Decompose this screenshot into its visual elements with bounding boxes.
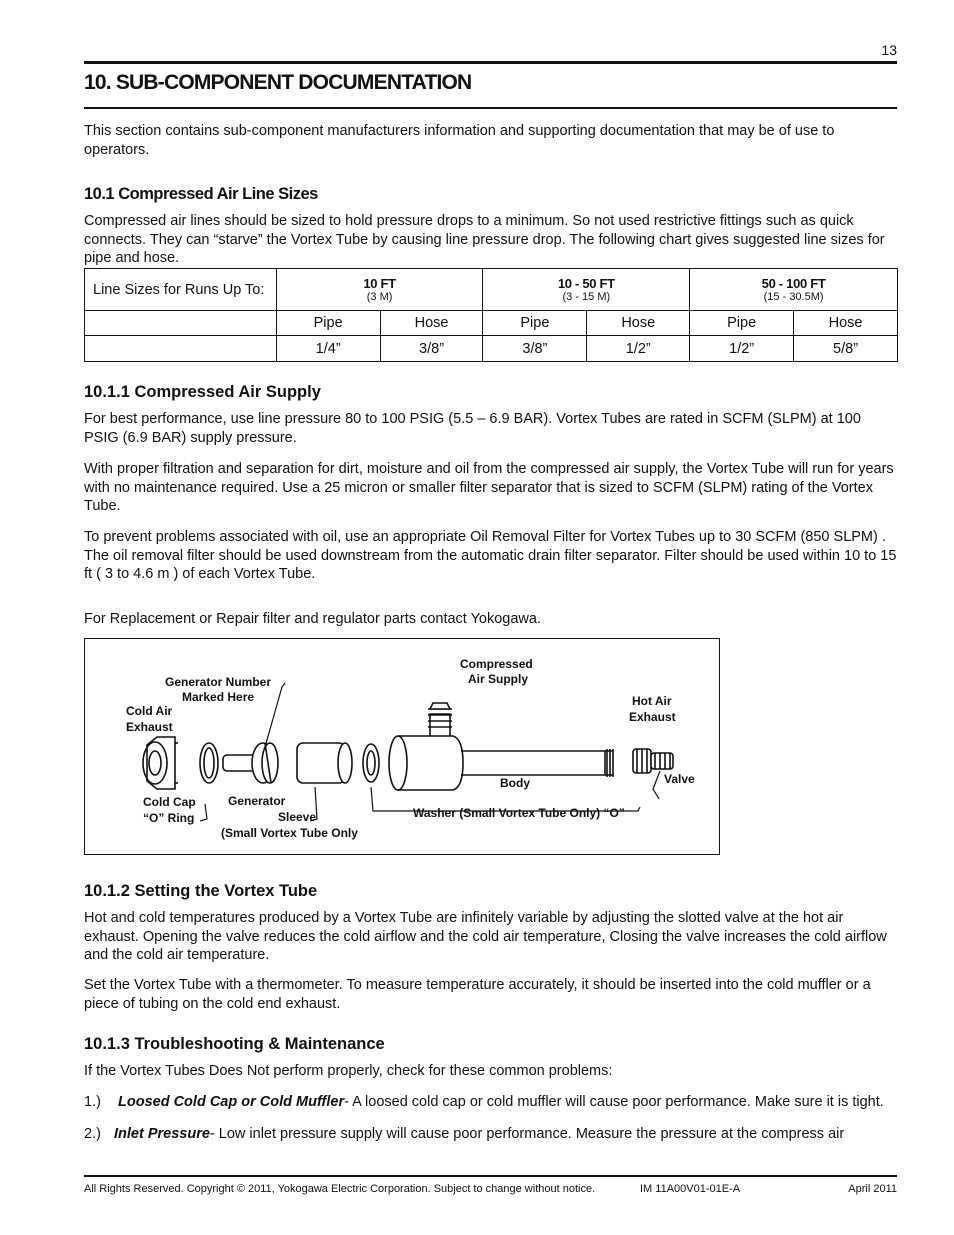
list-item	[84, 1126, 844, 1142]
table-cell: Hose	[587, 311, 690, 336]
paragraph-10-1-2-a: Hot and cold temperatures produced by a Vortex Tube are infinitely variable by adjusting the slotted valve at the hot air exhaust. Opening the valve reduces the cold airflow and the cold air temperature, Closing the valve increases the cold airflow and the cold air temperature.	[84, 910, 887, 963]
label-cold-cap-1: Cold Cap	[143, 795, 196, 809]
table-cell: Pipe	[483, 311, 587, 336]
list-item-text: - Low inlet pressure supply will cause poor performance. Measure the pressure at the compress air	[209, 1126, 845, 1142]
table-row-label: Line Sizes for Runs Up To:	[85, 269, 277, 311]
paragraph-10-1-2-b: Set the Vortex Tube with a thermometer. To measure temperature accurately, it should be inserted into the cold muffler or a piece of tubing on the cold end exhaust.	[84, 977, 871, 1012]
paragraph-10-1: Compressed air lines should be sized to hold pressure drops to a minimum. So not used restrictive fittings such as quick connects. They can “starve” the Vortex Tube by causing line pressure drop. The following chart gives suggested line sizes for pipe and hose.	[84, 213, 885, 266]
paragraph-10-1-1-d: For Replacement or Repair filter and regulator parts contact Yokogawa.	[84, 611, 541, 627]
label-small-tube: (Small Vortex Tube Only	[221, 826, 358, 840]
label-cold-air-1: Cold Air	[126, 704, 173, 718]
footer-date: April 2011	[848, 1183, 897, 1195]
list-item-text: - A loosed cold cap or cold muffler will cause poor performance. Make sure it is tight.	[344, 1094, 884, 1110]
table-cell: 1/2”	[690, 336, 794, 362]
table-cell: Hose	[380, 311, 483, 336]
table-cell: Pipe	[276, 311, 380, 336]
paragraph-10-1-1-b: With proper filtration and separation for dirt, moisture and oil from the compressed air supply, the Vortex Tube will run for years with no maintenance required. Use a 25 micron or smaller filter separator that is sized to SCFM (SLPM) rating of the Vortex Tube.	[84, 461, 894, 514]
table-cell: 3/8”	[483, 336, 587, 362]
label-generator-number-1: Generator Number	[165, 675, 272, 689]
paragraph-10-1-3-intro: If the Vortex Tubes Does Not perform properly, check for these common problems:	[84, 1063, 613, 1079]
label-compressed-1: Compressed	[460, 657, 533, 671]
table-row	[85, 269, 898, 311]
list-item-number: 2.)	[84, 1126, 101, 1142]
label-compressed-2: Air Supply	[468, 672, 529, 686]
label-generator-number-2: Marked Here	[182, 690, 255, 704]
range-header: 10 FT (3 M)	[276, 269, 483, 311]
label-hot-air-1: Hot Air	[632, 694, 672, 708]
heading-10-1-1: 10.1.1 Compressed Air Supply	[84, 383, 321, 401]
paragraph-10-1-1-c: To prevent problems associated with oil, use an appropriate Oil Removal Filter for Vortex Tubes up to 30 SCFM (850 SLPM) . The oil removal filter should be used downstream from the automatic drain filter separator. Filter should be used within 10 to 15 ft ( 3 to 4.6 m ) of each Vortex Tube.	[84, 529, 897, 582]
table-cell: Hose	[794, 311, 898, 336]
list-item-number: 1.)	[84, 1094, 101, 1110]
label-sleeve: Sleeve	[278, 810, 317, 824]
title-rule	[84, 107, 897, 109]
table-row	[85, 336, 898, 362]
list-item-term: Inlet Pressure	[114, 1126, 210, 1142]
page-number: 13	[881, 42, 897, 58]
label-hot-air-2: Exhaust	[629, 710, 676, 724]
table-cell: 5/8”	[794, 336, 898, 362]
heading-10-1-3: 10.1.3 Troubleshooting & Maintenance	[84, 1035, 385, 1053]
label-valve: Valve	[664, 772, 695, 786]
footer-rule	[84, 1175, 897, 1177]
footer-doc-id: IM 11A00V01-01E-A	[640, 1183, 741, 1195]
line-sizes-table	[84, 268, 898, 362]
table-row	[85, 311, 898, 336]
label-generator: Generator	[228, 794, 286, 808]
footer-copyright: All Rights Reserved. Copyright © 2011, Yokogawa Electric Corporation. Subject to change without notice.	[84, 1183, 596, 1195]
label-washer: Washer (Small Vortex Tube Only) “O”	[413, 806, 625, 820]
vortex-tube-illustration	[85, 639, 719, 854]
table-cell	[85, 311, 277, 336]
top-rule	[84, 61, 897, 64]
list-item-term: Loosed Cold Cap or Cold Muffler	[118, 1094, 345, 1110]
section-intro: This section contains sub-component manufacturers information and supporting documentation that may be of use to operators.	[84, 123, 835, 158]
range-header: 10 - 50 FT (3 - 15 M)	[483, 269, 690, 311]
table-cell: 1/4”	[276, 336, 380, 362]
paragraph-10-1-1-a: For best performance, use line pressure 80 to 100 PSIG (5.5 – 6.9 BAR). Vortex Tubes are rated in SCFM (SLPM) at 100 PSIG (6.9 BAR) supply pressure.	[84, 411, 861, 446]
range-header: 50 - 100 FT (15 - 30.5M)	[690, 269, 898, 311]
list-item	[84, 1094, 884, 1110]
table-cell: Pipe	[690, 311, 794, 336]
table-cell	[85, 336, 277, 362]
heading-10-1-2: 10.1.2 Setting the Vortex Tube	[84, 882, 318, 900]
heading-10-1: 10.1 Compressed Air Line Sizes	[84, 185, 318, 203]
table-cell: 1/2”	[587, 336, 690, 362]
label-body: Body	[500, 776, 530, 790]
vortex-tube-diagram	[84, 638, 720, 855]
table-cell: 3/8”	[380, 336, 483, 362]
label-cold-cap-2: “O” Ring	[143, 811, 195, 825]
label-cold-air-2: Exhaust	[126, 720, 173, 734]
section-title: 10. SUB-COMPONENT DOCUMENTATION	[84, 71, 472, 94]
